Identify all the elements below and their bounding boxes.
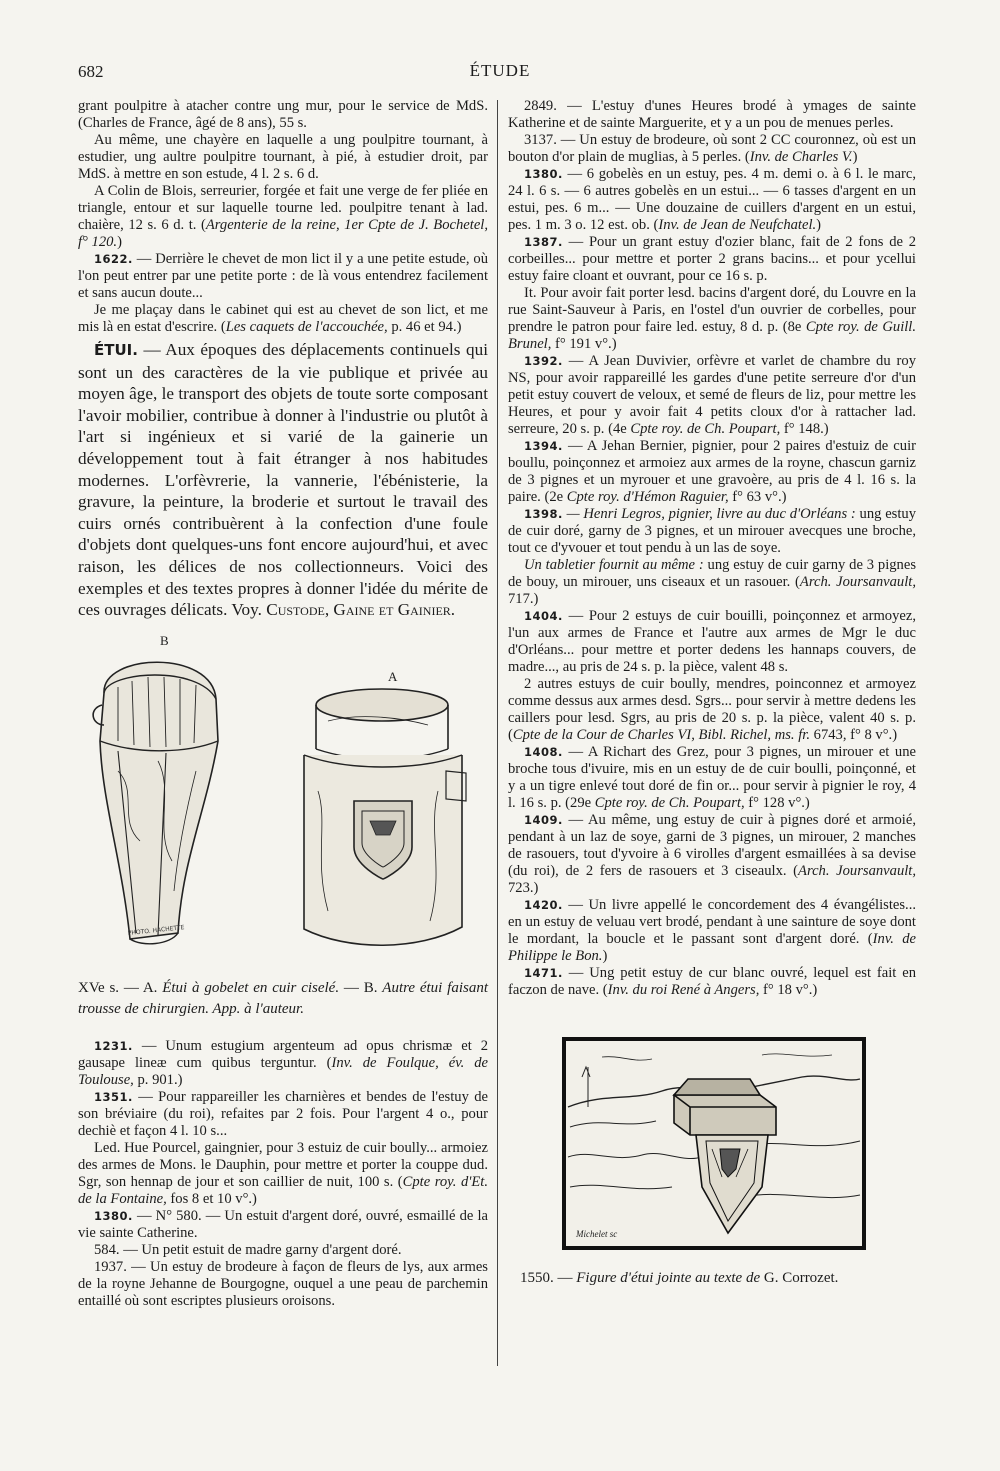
paragraph: 2849. — L'estuy d'unes Heures brodé à ymages de sainte Katherine et de sainte Marguerite, et y a un pou de menues perles. (508, 98, 916, 131)
entry: 1394. — A Jehan Bernier, pignier, pour 2 paires d'estuiz de cuir boullu, poinçonnez et armoiez aux armes de la royne, chascun garniz de 3 pignes et un myrouer et une gravoère, au pris de 4 l. 16 s. la paire. (2e Cpte roy. d'Hémon Raguier, f° 63 v°.) (508, 438, 916, 505)
paragraph: Un tabletier fournit au même : ung estuy de cuir garny de 3 pignes de bouy, un mirouer, uns ciseaux et un rasouer. (Arch. Joursanvault, 717.) (508, 557, 917, 607)
entry-year: 1380. (524, 167, 563, 181)
entry: 1408. — A Richart des Grez, pour 3 pignes, un mirouer et une broche tous d'ivuire, mis en un estuy de de cuir boulli, poinçonné, et y a un tigre enlevé tout doré de fin or... pour servir à pignier le roy, 4 l. 16 s. p. (29e Cpte roy. de Ch. Poupart, f° 128 v°.) (508, 744, 916, 811)
entry: 1398. — Henri Legros, pignier, livre au duc d'Orléans : ung estuy de cuir doré, garny de 3 pignes, et un mirouer avecques une broche, tout ce d'yvouer et tout pendu à un las de soye. (508, 506, 916, 556)
woodcut-caption: 1550. — Figure d'étui jointe au texte de G. Corrozet. (520, 1270, 839, 1286)
paragraph: 584. — Un petit estuit de madre garny d'argent doré. (94, 1241, 402, 1258)
paragraph: 2 autres estuys de cuir boully, mendres, poinconnez et armoyez comme dessus aux armes desd. Sgrs... pour servir à mettre dedens les caillers pour lesd. Sgrs, au pris de 20 s. p. la pièce, valent 40 s. p. (Cpte de la Cour de Charles VI, Bibl. Richel, ms. fr. 6743, f° 8 v°.) (508, 676, 916, 743)
entry-year: 1471. (524, 966, 563, 980)
entry: 1409. — Au même, ung estuy de cuir à pignes doré et armoié, pendant à un laz de soye, garni de 3 pignes, un mirouer, 2 manches de rasouers, tout d'yvoire à 6 virolles d'argent esmaillées à sa devise (du roi), de 2 fers de rasouers et 3 ciseaulx. (Arch. Joursanvault, 723.) (508, 812, 916, 896)
paragraph: Je me plaçay dans le cabinet qui est au chevet de son lict, et me mis là en estat d'escrire. (Les caquets de l'accouchée, p. 46 et 94.) (78, 302, 488, 335)
entry: 1420. — Un livre appellé le concordement des 4 évangélistes... en un estuy de veluau vert brodé, pendant à une sainture de soye dont le mordant, la boucle et le passant sont d'argent doré. (Inv. de Philippe le Bon.) (508, 897, 916, 964)
entry-year: 1351. (94, 1089, 133, 1104)
case-b-drawing (93, 662, 218, 944)
page-number: 682 (78, 62, 104, 81)
etui-article: ÉTUI. — Aux époques des déplacements continuels qui sont un des caractères de la vie publique et privée au moyen âge, le transport des objets de toute sorte composant l'avoir mobilier, contribue à donner à l'industrie ou plutôt à l'art si ingénieux et si varié de la gainerie un développement tout à fait étranger à nos habitudes modernes. L'orfèvrerie, la vannerie, l'ébénisterie, la gravure, la peinture, la broderie et surtout le travail des cuirs ornés contribuèrent à la confection d'une foule d'objets dont quelques-uns font encore aujourd'hui, et avec raison, les délices de nos collectionneurs. Voici des exemples et des textes propres à donner l'idée du mérite de ces ouvrages délicats. Voy. Custode, Gaine et Gainier. (78, 340, 488, 620)
entry: 1404. — Pour 2 estuys de cuir bouilli, poinçonnez et armoyez, l'un aux armes de France et l'autre aux armes de Mgr le duc d'Orléans... pour mettre et porter dedens les hannaps couvers, de madre..., au pris de 24 s. p. la pièce, valent 48 s. (508, 608, 916, 675)
photo-credit: PHOTO. HACHETTE (127, 923, 185, 937)
figure-caption: XVe s. — A. Étui à gobelet en cuir ciselé. — B. Autre étui faisant trousse de chirurgien. App. à l'auteur. (78, 979, 488, 1017)
entry: 1231. — Unum estugium argenteum ad opus chrismæ et 2 gausape lineæ cum quibus terguntur. (Inv. de Foulque, év. de Toulouse, p. 901.) (78, 1037, 488, 1088)
entry: 1380. — 6 gobelès en un estuy, pes. 4 m. demi o. à 6 l. le marc, 24 l. 6 s. — 6 autres gobelès en un estui... — 6 tasses d'argent en un estui, pes. 6 m... — Une douzaine de cuillers d'argent en un estui, pes. 1 m. 3 o. 12 est. ob. (Inv. de Jean de Neufchatel.) (508, 166, 916, 233)
entry-year: 1404. (524, 609, 563, 623)
entry: 1387. — Pour un grant estuy d'ozier blanc, fait de 2 fons de 2 corbeilles... pour mettre et porter 2 grans bacins... et pour ycellui estuy faire cloant et ouvrant, pour ce 16 s. p. (508, 234, 916, 284)
cross-references: Custode, Gaine et Gainier. (266, 600, 456, 620)
entry-year: 1408. (524, 745, 563, 759)
running-title: ÉTUDE (469, 61, 531, 80)
paragraph: 1937. — Un estuy de brodeure à façon de fleurs de lys, aux armes de la royne Jehanne de Bourgogne, ouquel a une peau de parchemin entaillé où sont escriptes plusieurs oroisons. (78, 1258, 488, 1309)
woodcut-etui (562, 1037, 866, 1250)
paragraph: grant poulpitre à atacher contre ung mur, pour le service de MdS. (Charles de France, âgé de 8 ans), 55 s. (78, 98, 488, 131)
paragraph: 3137. — Un estuy de brodeure, où sont 2 CC couronnez, où est un bouton d'or plain de muglias, à 5 perles. (Inv. de Charles V.) (508, 132, 916, 165)
entry-year: 1380. (94, 1208, 133, 1223)
figure-woodcut (562, 1037, 866, 1250)
right-column (508, 98, 916, 1289)
headword: ÉTUI. (94, 341, 138, 359)
woodcut-signature: Michelet sc (576, 1229, 618, 1239)
entry-year: 1231. (94, 1038, 133, 1053)
entry-year: 1420. (524, 898, 563, 912)
paragraph: Au même, une chayère en laquelle a ung poulpitre tournant, à estudier, ung aultre poulpitre tournant, à pié, à estudier droit, par MdS. à mettre en son estude, 4 l. 2 s. 6 d. (78, 132, 488, 182)
paragraph: Led. Hue Pourcel, gaingnier, pour 3 estuiz de cuir boully... armoiez des armes de Mons. le Dauphin, pour mettre et porter la couppe dud. Sgr, son hennap de jour et son caillier de nuit, 100 s. (Cpte roy. d'Et. de la Fontaine, fos 8 et 10 v°.) (78, 1139, 488, 1207)
paragraph: It. Pour avoir fait porter lesd. bacins d'argent doré, du Louvre en la rue Saint-Sauveur à Paris, en l'ostel d'un ouvrier de corbelles, pour prendre le patron pour faire led. estuy, 8 d. p. (8e Cpte roy. de Guill. Brunel, f° 191 v°.) (508, 285, 917, 352)
figure-label-a: A (388, 668, 398, 684)
entry-year: 1394. (524, 439, 563, 453)
entry: 1622. — Derrière le chevet de mon lict il y a une petite estude, où l'on peut entrer par une petite porte : de là vous entendrez facilement et sans aucun doute... (78, 251, 488, 301)
entry-year: 1409. (524, 813, 563, 827)
paragraph: A Colin de Blois, serreurier, forgée et fait une verge de fer pliée en triangle, entour et sur laquelle tourne led. poulpitre tenant à lad. chaière, 12 s. 6 d. t. (Argenterie de la reine, 1er Cpte de J. Bochetel, f° 120.) (78, 183, 488, 250)
figure-label-b: B (160, 632, 169, 648)
column-divider (497, 100, 498, 1366)
figure-etuis (78, 621, 488, 978)
entry: 1471. — Ung petit estuy de cur blanc ouvré, lequel est fait en faczon de nave. (Inv. du roi René à Angers, f° 18 v°.) (508, 965, 916, 998)
entry-year: 1622. (94, 252, 133, 266)
entry-year: 1392. (524, 354, 563, 368)
entry: 1392. — A Jean Duvivier, orfèvre et varlet de chambre du roy NS, pour avoir rappareillé les gardes d'une petite serreure d'or d'un petit estuy couvert de veloux, et semé de fleurs de liz, pour mettre les Heures, et pour y avoir fait 4 petits cloux d'or à rattacher lad. serreure, 20 s. p. (4e Cpte roy. de Ch. Poupart, f° 148.) (508, 353, 916, 437)
entry-year: 1398. (524, 507, 563, 521)
entry-year: 1387. (524, 235, 563, 249)
left-column (78, 98, 488, 1310)
engraving-etuis (78, 621, 488, 978)
case-a-drawing (304, 689, 466, 945)
entry: 1351. — Pour rappareiller les charnières et bendes de l'estuy de son bréviaire (du roi), refaites par 2 fois. Pour l'argent 4 o., pour dechiè et façon 4 l. 10 s... (78, 1088, 488, 1139)
entry: 1380. — N° 580. — Un estuit d'argent doré, ouvré, esmaillé de la vie sainte Catherine. (78, 1207, 488, 1241)
